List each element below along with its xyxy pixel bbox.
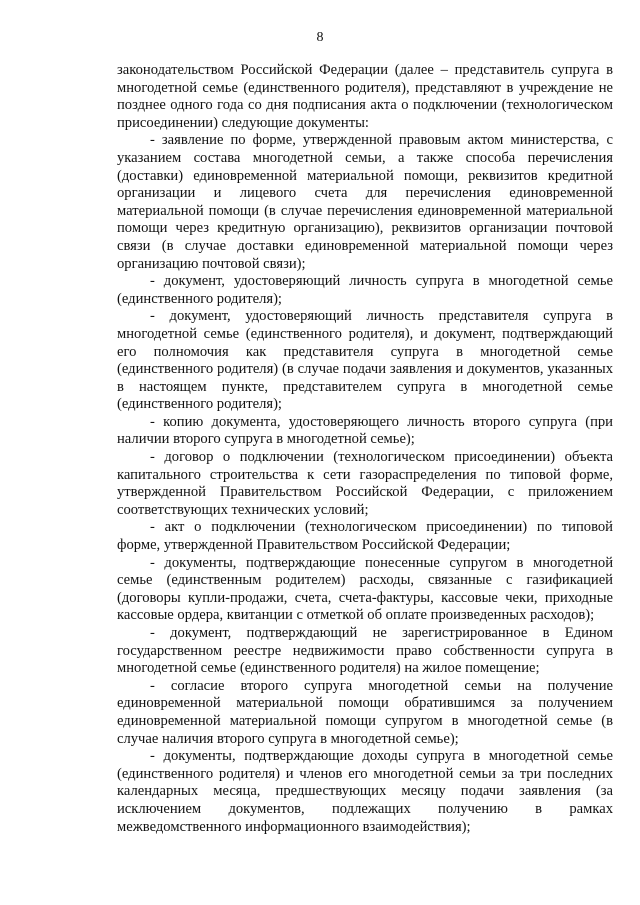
list-item-connection-act: - акт о подключении (технологическом присоединении) по типовой форме, утвержденной Правительством Российской Федерации;	[117, 519, 613, 554]
list-item-spouse-id: - документ, удостоверяющий личность супруга в многодетной семье (единственного родителя);	[117, 273, 613, 307]
list-item-second-spouse-id: - копию документа, удостоверяющего личность второго супруга (при наличии второго супруга в многодетной семье);	[117, 413, 613, 448]
list-item-representative-id: - документ, удостоверяющий личность представителя супруга в многодетной семье (единственного родителя), и документ, подтверждающий его полномочия как представителя супруга в многодетной семье (единственного родителя) (в случае подачи заявления и документов, указанных в настоящем пункте, представителем супруга в многодетной семье (единственного родителя);	[117, 308, 613, 413]
paragraph-intro: законодательством Российской Федерации (далее – представитель супруга в многодетной семье (единственного родителя), представляют в учреждение не позднее одного года со дня подписания акта о подключении (технологическом присоединении) следующие документы:	[117, 62, 613, 131]
document-body	[117, 62, 613, 836]
list-item-property-document: - документ, подтверждающий не зарегистрированное в Едином государственном реестре недвижимости право собственности супруга в многодетной семье (единственного родителя) на жилое помещение;	[117, 625, 613, 677]
list-item-expense-documents: - документы, подтверждающие понесенные супругом в многодетной семье (единственным родителем) расходы, связанные с газификацией (договоры купли-продажи, счета, счета-фактуры, кассовые чеки, приходные кассовые ордера, квитанции с отметкой об оплате произведенных расходов);	[117, 554, 613, 624]
list-item-spouse-consent: - согласие второго супруга многодетной семьи на получение единовременной материальной помощи обратившимся за получением единовременной материальной помощи супругом в многодетной семье (в случае наличия второго супруга в многодетной семье);	[117, 677, 613, 747]
list-item-income-documents: - документы, подтверждающие доходы супруга в многодетной семье (единственного родителя) и членов его многодетной семьи за три последних календарных месяца, предшествующих месяцу подачи заявления (за исключением документов, подлежащих получению в рамках межведомственного информационного взаимодействия);	[117, 748, 613, 835]
list-item-connection-contract: - договор о подключении (технологическом присоединении) объекта капитального строительства к сети газораспределения по типовой форме, утвержденной Правительством Российской Федерации, с приложением соответствующих технических условий;	[117, 449, 613, 518]
page-number: 8	[316, 30, 324, 45]
list-item-application: - заявление по форме, утвержденной правовым актом министерства, с указанием состава многодетной семьи, а также способа перечисления (доставки) единовременной материальной помощи, реквизитов кредитной организации и лицевого счета для перечисления единовременной материальной помощи (в случае перечисления единовременной материальной помощи через кредитную организацию), реквизитов организации почтовой связи (в случае доставки единовременной материальной помощи через организацию почтовой связи);	[117, 132, 613, 272]
